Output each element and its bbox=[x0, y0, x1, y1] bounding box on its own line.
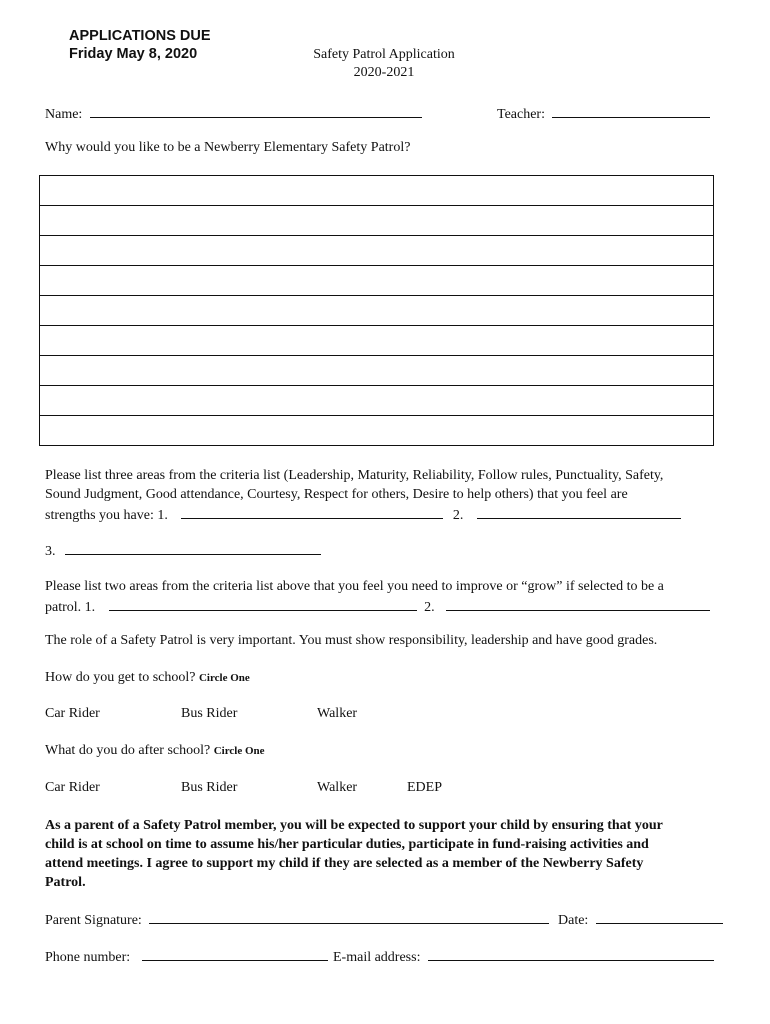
answer-line[interactable] bbox=[40, 386, 713, 416]
to-school-question-row bbox=[45, 670, 250, 686]
role-statement: The role of a Safety Patrol is very important. You must show responsibility, leadership and have good grades. bbox=[45, 633, 658, 648]
answer-line[interactable] bbox=[40, 326, 713, 356]
teacher-field[interactable] bbox=[497, 103, 710, 123]
improve-text-line1: Please list two areas from the criteria list above that you feel you need to improve or “grow” if selected to be a bbox=[45, 579, 664, 594]
why-answer-box[interactable] bbox=[39, 175, 714, 446]
strengths-text-line1: Please list three areas from the criteria list (Leadership, Maturity, Reliability, Follow rules, Punctuality, Safety, bbox=[45, 468, 664, 483]
answer-line[interactable] bbox=[40, 356, 713, 386]
strength-2-line[interactable] bbox=[477, 504, 681, 519]
parent-signature-label: Parent Signature: bbox=[45, 913, 142, 928]
why-question: Why would you like to be a Newberry Elementary Safety Patrol? bbox=[45, 140, 411, 155]
to-school-question: How do you get to school? bbox=[45, 670, 196, 685]
parent-agreement-line: Patrol. bbox=[45, 875, 86, 890]
email-line[interactable] bbox=[428, 946, 714, 961]
to-school-option[interactable]: Walker bbox=[317, 706, 358, 721]
teacher-label: Teacher: bbox=[497, 107, 545, 122]
after-school-question: What do you do after school? bbox=[45, 743, 211, 758]
name-label: Name: bbox=[45, 107, 83, 122]
after-school-option[interactable]: EDEP bbox=[407, 780, 442, 795]
date-line[interactable] bbox=[596, 909, 723, 924]
phone-field[interactable] bbox=[45, 946, 328, 966]
date-label: Date: bbox=[558, 913, 589, 928]
phone-line[interactable] bbox=[142, 946, 328, 961]
improve-text-line2: patrol. 1. bbox=[45, 600, 96, 615]
phone-label: Phone number: bbox=[45, 950, 131, 965]
answer-line[interactable] bbox=[40, 176, 713, 206]
applications-due-label: APPLICATIONS DUE bbox=[69, 28, 211, 44]
form-title: Safety Patrol Application bbox=[313, 47, 455, 62]
strength-3-label: 3. bbox=[45, 544, 56, 559]
name-field[interactable] bbox=[45, 103, 422, 123]
form-year: 2020-2021 bbox=[353, 65, 415, 80]
teacher-line[interactable] bbox=[552, 103, 710, 118]
improve-2-line[interactable] bbox=[446, 596, 710, 611]
answer-line[interactable] bbox=[40, 206, 713, 236]
answer-line[interactable] bbox=[40, 266, 713, 296]
circle-one-note: Circle One bbox=[198, 672, 250, 684]
parent-agreement-line: As a parent of a Safety Patrol member, you will be expected to support your child by ensuring that your bbox=[45, 818, 663, 833]
strengths-paragraph bbox=[45, 466, 725, 525]
email-field[interactable] bbox=[333, 946, 714, 966]
email-label: E-mail address: bbox=[333, 950, 421, 965]
to-school-option[interactable]: Car Rider bbox=[45, 706, 100, 721]
parent-agreement bbox=[45, 816, 725, 892]
strengths-text-line3: strengths you have: 1. bbox=[45, 508, 168, 523]
after-school-question-row bbox=[45, 743, 265, 759]
answer-line[interactable] bbox=[40, 416, 713, 445]
strength-2-label: 2. bbox=[452, 508, 464, 523]
improve-2-label: 2. bbox=[424, 600, 435, 615]
strength-3-line[interactable] bbox=[65, 540, 321, 555]
parent-signature-line[interactable] bbox=[149, 909, 549, 924]
date-field[interactable] bbox=[558, 909, 723, 929]
strength-3-field[interactable] bbox=[45, 540, 321, 560]
strengths-text-line2: Sound Judgment, Good attendance, Courtesy, Respect for others, Desire to help others) that you feel are bbox=[45, 487, 628, 502]
circle-one-note: Circle One bbox=[213, 745, 265, 757]
parent-signature-field[interactable] bbox=[45, 909, 549, 929]
name-line[interactable] bbox=[90, 103, 422, 118]
due-date: Friday May 8, 2020 bbox=[69, 46, 198, 62]
improve-1-line[interactable] bbox=[109, 596, 417, 611]
parent-agreement-line: child is at school on time to assume his/her particular duties, participate in fund-raising activities and bbox=[45, 837, 649, 852]
answer-line[interactable] bbox=[40, 296, 713, 326]
parent-agreement-line: attend meetings. I agree to support my child if they are selected as a member of the Newberry Safety bbox=[45, 856, 644, 871]
after-school-option[interactable]: Bus Rider bbox=[181, 780, 238, 795]
strength-1-line[interactable] bbox=[181, 504, 443, 519]
to-school-option[interactable]: Bus Rider bbox=[181, 706, 238, 721]
after-school-option[interactable]: Walker bbox=[317, 780, 358, 795]
answer-line[interactable] bbox=[40, 236, 713, 266]
improve-paragraph bbox=[45, 577, 725, 617]
after-school-option[interactable]: Car Rider bbox=[45, 780, 100, 795]
